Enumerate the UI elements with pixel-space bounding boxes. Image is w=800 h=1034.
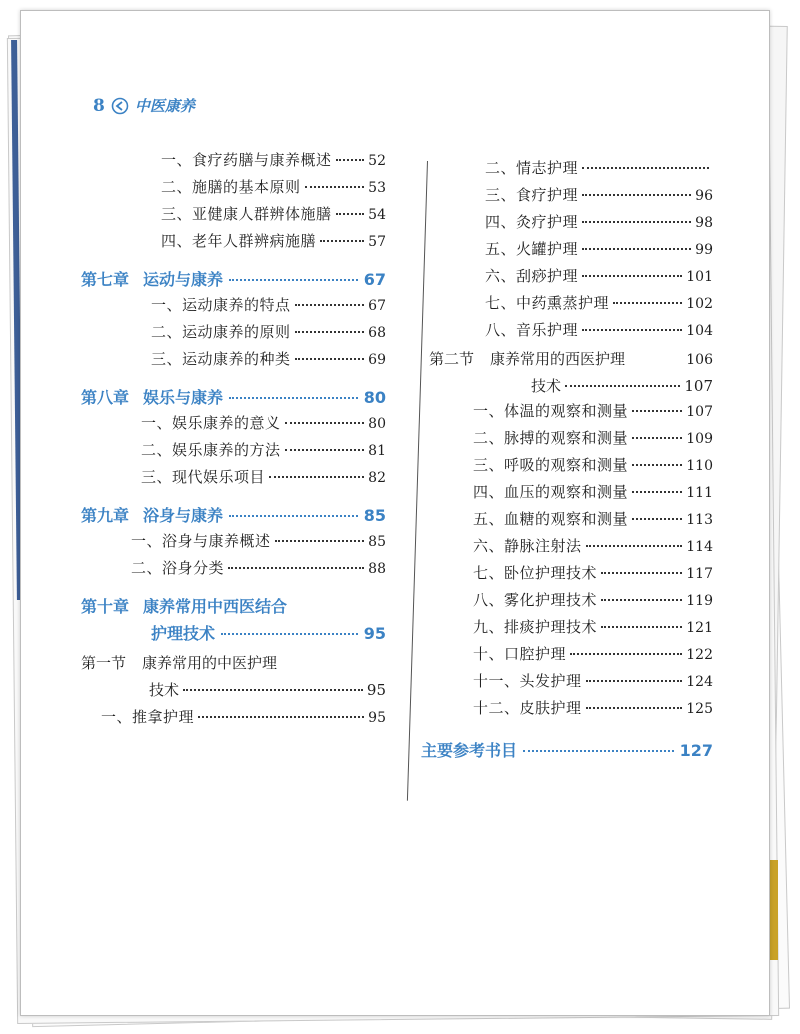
references-heading[interactable] <box>421 738 713 761</box>
entry-page: 54 <box>368 207 386 223</box>
entry-label: 一、运动康养的特点 <box>151 296 291 314</box>
entry-label: 一、推拿护理 <box>101 708 195 726</box>
leader-dots <box>275 540 365 542</box>
toc-entry[interactable] <box>141 412 386 439</box>
entry-page: 104 <box>686 323 713 339</box>
entry-label: 二、脉搏的观察和测量 <box>473 429 629 447</box>
leader-dots <box>582 167 709 169</box>
leader-dots <box>601 572 682 574</box>
entry-label: 二、情志护理 <box>485 159 579 177</box>
chapter-heading[interactable] <box>81 594 386 644</box>
toc-entry[interactable] <box>485 319 713 346</box>
toc-entry[interactable] <box>485 265 713 292</box>
entry-label: 三、运动康养的种类 <box>151 350 291 368</box>
entry-page: 67 <box>368 298 386 314</box>
entry-label: 七、中药熏蒸护理 <box>485 294 610 312</box>
chapter-title: 娱乐与康养 <box>143 388 224 407</box>
chapter-number: 第十章 <box>81 597 130 616</box>
toc-entry[interactable] <box>101 706 386 733</box>
leader-dots <box>269 476 364 478</box>
chapter-heading[interactable] <box>81 385 386 408</box>
leader-dots <box>582 248 691 250</box>
toc-entry[interactable] <box>473 454 713 481</box>
entry-page: 98 <box>695 215 713 231</box>
section-number: 第一节 <box>81 654 127 672</box>
entry-page: 107 <box>686 404 713 420</box>
toc-entry[interactable] <box>161 149 386 176</box>
entry-page: 111 <box>686 485 713 501</box>
entry-label: 三、现代娱乐项目 <box>141 468 266 486</box>
leader-dots <box>601 626 682 628</box>
chapter-page: 80 <box>363 388 386 407</box>
references-title: 主要参考书目 <box>421 741 518 760</box>
entry-page: 82 <box>368 470 386 486</box>
chapter-title: 康养常用中西医结合 <box>143 597 288 616</box>
chapter-number: 第九章 <box>81 506 130 525</box>
entry-label: 十一、头发护理 <box>473 672 582 690</box>
leader-dots <box>336 159 365 161</box>
entry-page: 110 <box>686 458 713 474</box>
entry-label: 十二、皮肤护理 <box>473 699 582 717</box>
leader-dots <box>229 397 358 399</box>
entry-page: 101 <box>686 269 713 285</box>
leader-dots <box>632 518 682 520</box>
entry-page: 124 <box>686 674 713 690</box>
section-title: 康养常用的西医护理 <box>490 350 626 368</box>
entry-label: 八、雾化护理技术 <box>473 591 598 609</box>
chapter-heading[interactable] <box>81 267 386 290</box>
back-arrow-icon <box>111 97 129 115</box>
leader-dots <box>570 653 682 655</box>
entry-page: 121 <box>686 620 713 636</box>
toc-entry[interactable] <box>485 238 713 265</box>
toc-entry[interactable] <box>473 535 713 562</box>
entry-page: 109 <box>686 431 713 447</box>
references-page: 127 <box>679 741 713 760</box>
entry-page: 125 <box>686 701 713 717</box>
page-header <box>93 95 195 116</box>
leader-dots <box>183 689 363 691</box>
column-divider <box>407 161 428 801</box>
entry-label: 八、音乐护理 <box>485 321 579 339</box>
chapter-number: 第八章 <box>81 388 130 407</box>
entry-label: 四、老年人群辨病施膳 <box>161 232 317 250</box>
entry-label: 三、食疗护理 <box>485 186 579 204</box>
chapter-heading[interactable] <box>81 503 386 526</box>
toc-entry[interactable] <box>473 643 713 670</box>
leader-dots <box>582 221 691 223</box>
leader-dots <box>586 707 683 709</box>
entry-label: 四、灸疗护理 <box>485 213 579 231</box>
toc-entry[interactable] <box>473 697 713 724</box>
leader-dots <box>523 750 674 752</box>
toc-entry[interactable] <box>473 427 713 454</box>
section-title-cont: 技术 <box>149 681 180 699</box>
leader-dots <box>285 422 365 424</box>
leader-dots <box>229 279 358 281</box>
entry-label: 六、刮痧护理 <box>485 267 579 285</box>
entry-page: 53 <box>368 180 386 196</box>
entry-page: 117 <box>686 566 713 582</box>
chapter-number: 第七章 <box>81 270 130 289</box>
section-heading[interactable] <box>81 652 386 700</box>
leader-dots <box>198 716 364 718</box>
section-page: 95 <box>366 681 386 699</box>
entry-label: 一、食疗药膳与康养概述 <box>161 151 332 169</box>
leader-dots <box>229 515 358 517</box>
entry-label: 七、卧位护理技术 <box>473 564 598 582</box>
entry-label: 十、口腔护理 <box>473 645 567 663</box>
leader-dots <box>221 633 358 635</box>
leader-dots <box>295 304 365 306</box>
toc-entry[interactable] <box>473 670 713 697</box>
entry-label: 二、运动康养的原则 <box>151 323 291 341</box>
entry-label: 二、施膳的基本原则 <box>161 178 301 196</box>
leader-dots <box>632 410 682 412</box>
entry-label: 一、浴身与康养概述 <box>131 532 271 550</box>
leader-dots <box>582 194 691 196</box>
leader-dots <box>582 275 682 277</box>
toc-entry[interactable] <box>473 616 713 643</box>
leader-dots <box>601 599 682 601</box>
chapter-page: 85 <box>363 506 386 525</box>
entry-page: 102 <box>686 296 713 312</box>
leader-dots <box>295 331 365 333</box>
book-edge-accent <box>770 860 778 960</box>
entry-page: 122 <box>686 647 713 663</box>
entry-label: 五、火罐护理 <box>485 240 579 258</box>
entry-page: 68 <box>368 325 386 341</box>
leader-dots <box>320 240 364 242</box>
toc-page <box>20 10 770 1016</box>
entry-label: 五、血糖的观察和测量 <box>473 510 629 528</box>
entry-page: 88 <box>368 561 386 577</box>
entry-page: 85 <box>368 534 386 550</box>
toc-entry[interactable] <box>141 466 386 493</box>
leader-dots <box>305 186 365 188</box>
leader-dots <box>632 491 682 493</box>
entry-label: 一、娱乐康养的意义 <box>141 414 281 432</box>
entry-page: 52 <box>368 153 386 169</box>
entry-label: 四、血压的观察和测量 <box>473 483 629 501</box>
toc-entry[interactable] <box>485 157 713 184</box>
toc-entry[interactable] <box>161 230 386 257</box>
section-title-cont: 技术 <box>531 377 562 395</box>
toc-entry[interactable] <box>131 530 386 557</box>
chapter-page: 95 <box>363 624 386 643</box>
entry-page: 119 <box>686 593 713 609</box>
toc-entry[interactable] <box>151 294 386 321</box>
entry-page: 113 <box>686 512 713 528</box>
toc-entry[interactable] <box>131 557 386 584</box>
toc-entry[interactable] <box>151 321 386 348</box>
entry-label: 九、排痰护理技术 <box>473 618 598 636</box>
entry-label: 一、体温的观察和测量 <box>473 402 629 420</box>
toc-entry[interactable] <box>473 400 713 427</box>
toc-entry[interactable] <box>151 348 386 375</box>
toc-right-column <box>421 157 713 765</box>
section-page: 106 <box>686 352 713 368</box>
entry-label: 六、静脉注射法 <box>473 537 582 555</box>
entry-label: 三、呼吸的观察和测量 <box>473 456 629 474</box>
toc-entry[interactable] <box>485 292 713 319</box>
toc-left-column <box>81 149 386 733</box>
leader-dots <box>285 449 365 451</box>
leader-dots <box>613 302 682 304</box>
section-title: 康养常用的中医护理 <box>142 654 278 672</box>
toc-entry[interactable] <box>485 184 713 211</box>
leader-dots <box>632 437 682 439</box>
chapter-title-cont: 护理技术 <box>151 624 216 643</box>
toc-entry[interactable] <box>473 508 713 535</box>
entry-page: 80 <box>368 416 386 432</box>
leader-dots <box>336 213 365 215</box>
toc-entry[interactable] <box>161 203 386 230</box>
leader-dots <box>586 680 683 682</box>
entry-label: 三、亚健康人群辨体施膳 <box>161 205 332 223</box>
toc-entry[interactable] <box>473 562 713 589</box>
chapter-page: 67 <box>363 270 386 289</box>
chapter-title: 浴身与康养 <box>143 506 224 525</box>
toc-entry[interactable] <box>485 211 713 238</box>
leader-dots <box>586 545 683 547</box>
book-title: 中医康养 <box>134 97 195 115</box>
entry-page: 114 <box>686 539 713 555</box>
entry-page: 57 <box>368 234 386 250</box>
entry-page: 99 <box>695 242 713 258</box>
toc-entry[interactable] <box>473 589 713 616</box>
toc-entry[interactable] <box>141 439 386 466</box>
section-heading[interactable] <box>429 348 713 396</box>
entry-page: 69 <box>368 352 386 368</box>
toc-entry[interactable] <box>473 481 713 508</box>
entry-page: 96 <box>695 188 713 204</box>
leader-dots <box>632 464 682 466</box>
leader-dots <box>228 567 364 569</box>
section-page: 107 <box>684 377 713 395</box>
section-number: 第二节 <box>429 350 475 368</box>
toc-entry[interactable] <box>161 176 386 203</box>
entry-page: 95 <box>368 710 386 726</box>
entry-page: 81 <box>368 443 386 459</box>
entry-label: 二、浴身分类 <box>131 559 225 577</box>
entry-label: 二、娱乐康养的方法 <box>141 441 281 459</box>
leader-dots <box>582 329 682 331</box>
leader-dots <box>565 385 680 387</box>
leader-dots <box>295 358 365 360</box>
page-number: 8 <box>93 95 105 116</box>
chapter-title: 运动与康养 <box>143 270 224 289</box>
